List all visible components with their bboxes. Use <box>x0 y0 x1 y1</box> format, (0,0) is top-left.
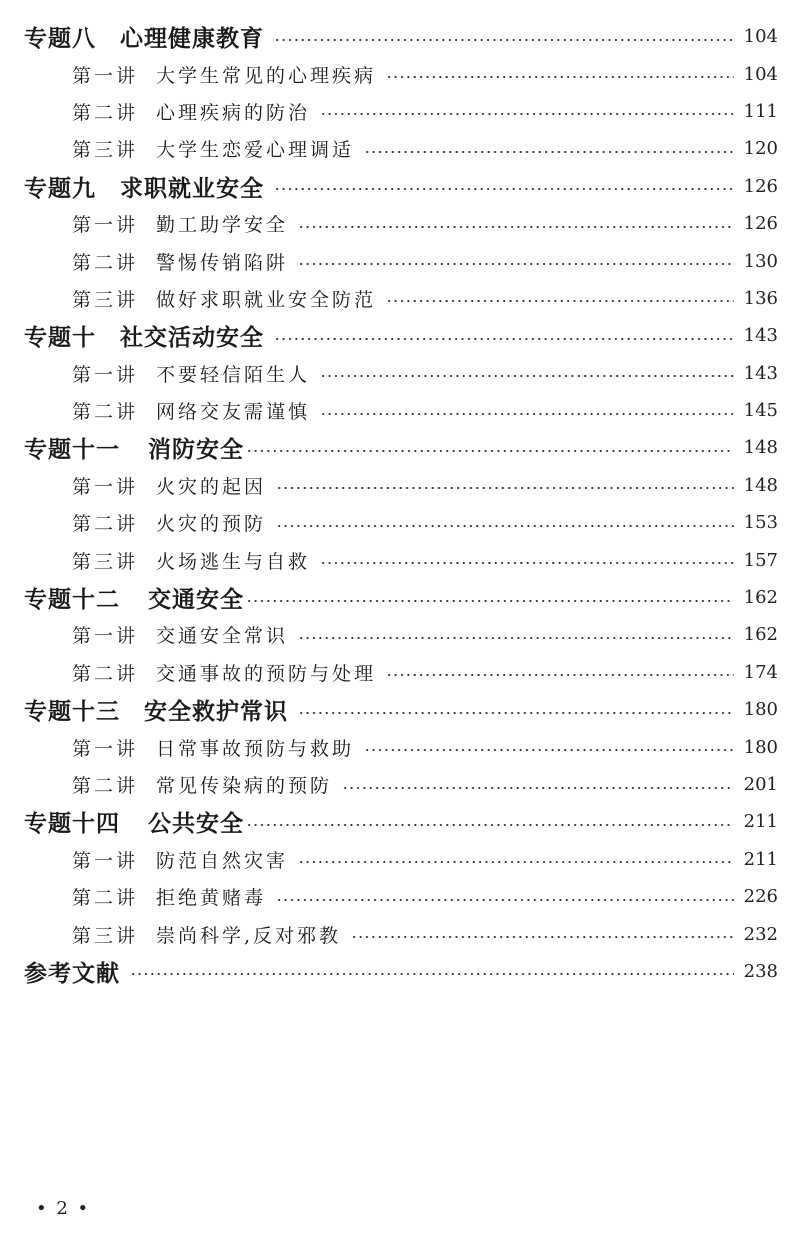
toc-page-number: 148 <box>743 474 778 496</box>
toc-page-number: 111 <box>743 100 778 122</box>
dot-leader <box>320 375 734 377</box>
dot-leader <box>386 300 734 302</box>
dot-leader <box>364 749 734 751</box>
toc-entry-label <box>72 210 288 237</box>
toc-page-number: 174 <box>743 661 778 683</box>
toc-entry-label <box>24 955 120 988</box>
toc-lecture-entry <box>0 728 800 765</box>
toc-page-number: 104 <box>743 26 778 48</box>
toc-page-number: 201 <box>743 774 778 795</box>
toc-entry-label <box>72 883 266 910</box>
lecture-title: 大学生恋爱心理调适 <box>156 139 355 162</box>
dot-leader <box>298 637 734 639</box>
lecture-title: 心理疾病的防治 <box>156 101 311 124</box>
dot-leader <box>386 674 734 676</box>
dot-leader <box>274 188 734 190</box>
toc-page-number: 148 <box>743 437 778 459</box>
lecture-number: 第二讲 <box>72 401 139 424</box>
toc-topic-entry <box>0 953 800 990</box>
lecture-number: 第二讲 <box>72 101 139 124</box>
toc-page-number: 126 <box>743 213 778 235</box>
lecture-number: 第三讲 <box>72 288 139 311</box>
toc-page-number: 211 <box>743 848 778 870</box>
toc-lecture-entry <box>0 878 800 915</box>
lecture-number: 第三讲 <box>72 924 139 947</box>
toc-entry-label <box>24 20 264 53</box>
page-number-footer: • 2 • <box>36 1198 91 1219</box>
toc-entry-label <box>72 621 288 648</box>
topic-number: 专题十四 <box>24 811 120 838</box>
topic-title: 心理健康教育 <box>120 26 264 53</box>
toc-entry-label <box>72 285 376 312</box>
lecture-title: 日常事故预防与救助 <box>156 737 355 760</box>
topic-number: 专题九 <box>24 175 96 202</box>
lecture-number: 第二讲 <box>72 775 139 797</box>
toc-page-number: 153 <box>743 512 778 534</box>
toc-lecture-entry <box>0 355 800 392</box>
toc-entry-label <box>72 61 376 88</box>
topic-title: 社交活动安全 <box>120 325 264 352</box>
toc-entry-label <box>72 771 332 798</box>
lecture-number: 第一讲 <box>72 475 139 498</box>
toc-lecture-entry <box>0 130 800 167</box>
lecture-title: 警惕传销陷阱 <box>156 251 289 274</box>
topic-title: 参考文献 <box>24 960 120 987</box>
dot-leader <box>246 450 734 452</box>
toc-entry-label <box>72 846 288 873</box>
dot-leader <box>246 824 734 826</box>
lecture-title: 火场逃生与自救 <box>156 550 311 573</box>
dot-leader <box>298 263 734 265</box>
lecture-title: 常见传染病的预防 <box>156 775 333 797</box>
dot-leader <box>320 562 734 564</box>
toc-page-number: 226 <box>743 886 778 908</box>
toc-page-number: 162 <box>743 587 778 609</box>
lecture-number: 第二讲 <box>72 513 139 536</box>
lecture-title: 交通事故的预防与处理 <box>156 662 377 685</box>
toc-entry-label <box>72 547 310 574</box>
dot-leader <box>274 338 734 340</box>
lecture-title: 不要轻信陌生人 <box>156 363 311 386</box>
toc-lecture-entry <box>0 280 800 317</box>
toc-entry-label <box>72 98 310 125</box>
toc-page-number: 130 <box>743 250 778 272</box>
toc-topic-entry <box>0 429 800 466</box>
toc-topic-entry <box>0 579 800 616</box>
toc-entry-label <box>72 248 288 275</box>
toc-entry-label <box>72 135 354 162</box>
lecture-title: 交通安全常识 <box>156 625 289 648</box>
topic-number: 专题十三 <box>24 699 120 726</box>
toc-entry-label <box>24 319 264 352</box>
lecture-number: 第二讲 <box>72 662 139 685</box>
toc-entry-label <box>72 509 266 536</box>
toc-page-number: 143 <box>743 362 778 384</box>
topic-title: 求职就业安全 <box>120 175 264 202</box>
toc-entry-label <box>72 734 354 761</box>
toc-entry-label <box>24 581 244 614</box>
toc-lecture-entry <box>0 654 800 691</box>
lecture-number: 第一讲 <box>72 849 139 872</box>
lecture-title: 网络交友需谨慎 <box>156 401 311 424</box>
dot-leader <box>130 973 734 975</box>
toc-lecture-entry <box>0 242 800 279</box>
lecture-title: 勤工助学安全 <box>156 214 289 237</box>
lecture-title: 大学生常见的心理疾病 <box>156 64 377 87</box>
lecture-number: 第一讲 <box>72 737 139 760</box>
toc-page-number: 157 <box>743 549 778 571</box>
toc-lecture-entry <box>0 205 800 242</box>
lecture-number: 第一讲 <box>72 64 139 87</box>
toc-lecture-entry <box>0 841 800 878</box>
lecture-number: 第一讲 <box>72 214 139 237</box>
dot-leader <box>246 600 734 602</box>
lecture-title: 防范自然灾害 <box>156 849 289 872</box>
lecture-title: 火灾的预防 <box>156 513 267 536</box>
toc-page-number: 180 <box>743 736 778 758</box>
toc-lecture-entry <box>0 541 800 578</box>
topic-number: 专题八 <box>24 26 96 53</box>
toc-page-number: 126 <box>743 175 778 197</box>
lecture-title: 火灾的起因 <box>156 475 267 498</box>
toc-entry-label <box>72 472 266 499</box>
dot-leader <box>386 76 734 78</box>
toc-lecture-entry <box>0 55 800 92</box>
topic-title: 消防安全 <box>148 437 244 464</box>
lecture-number: 第三讲 <box>72 550 139 573</box>
toc-lecture-entry <box>0 467 800 504</box>
lecture-title: 拒绝黄赌毒 <box>156 887 267 910</box>
dot-leader <box>298 712 734 714</box>
toc-page-number: 180 <box>743 699 778 721</box>
topic-title: 公共安全 <box>148 811 244 838</box>
topic-title: 交通安全 <box>148 587 244 614</box>
toc-entry-label <box>72 360 310 387</box>
toc-lecture-entry <box>0 392 800 429</box>
lecture-number: 第三讲 <box>72 139 139 162</box>
toc-lecture-entry <box>0 766 800 803</box>
lecture-number: 第一讲 <box>72 625 139 648</box>
toc-lecture-entry <box>0 504 800 541</box>
lecture-number: 第一讲 <box>72 363 139 386</box>
dot-leader <box>274 39 734 41</box>
toc-topic-entry <box>0 18 800 55</box>
toc-entry-label <box>24 693 288 726</box>
toc-lecture-entry <box>0 93 800 130</box>
topic-number: 专题十一 <box>24 437 120 464</box>
toc-entry-label <box>24 170 264 203</box>
toc-page-number: 211 <box>743 811 778 833</box>
topic-number: 专题十二 <box>24 587 120 614</box>
dot-leader <box>342 787 734 789</box>
dot-leader <box>298 861 734 863</box>
dot-leader <box>320 113 734 115</box>
lecture-number: 第二讲 <box>72 251 139 274</box>
table-of-contents <box>0 18 800 990</box>
toc-page-number: 238 <box>743 960 778 982</box>
toc-page-number: 104 <box>743 63 778 85</box>
toc-page-number: 232 <box>743 923 778 945</box>
dot-leader <box>276 525 734 527</box>
toc-topic-entry <box>0 168 800 205</box>
dot-leader <box>276 899 734 901</box>
toc-page-number: 136 <box>743 287 778 309</box>
toc-topic-entry <box>0 691 800 728</box>
topic-title: 安全救护常识 <box>144 699 288 726</box>
toc-page-number: 120 <box>743 138 778 160</box>
lecture-number: 第二讲 <box>72 887 139 910</box>
topic-number: 专题十 <box>24 325 96 352</box>
toc-page-number: 143 <box>743 325 778 347</box>
toc-topic-entry <box>0 317 800 354</box>
dot-leader <box>276 487 734 489</box>
dot-leader <box>320 413 734 415</box>
toc-entry-label <box>72 921 341 948</box>
dot-leader <box>351 936 734 938</box>
toc-entry-label <box>24 431 244 464</box>
lecture-title: 做好求职就业安全防范 <box>156 288 377 311</box>
toc-entry-label <box>72 659 376 686</box>
toc-page-number: 145 <box>743 400 778 422</box>
toc-topic-entry <box>0 803 800 840</box>
toc-lecture-entry <box>0 915 800 952</box>
dot-leader <box>364 151 734 153</box>
toc-entry-label <box>72 397 310 424</box>
toc-lecture-entry <box>0 616 800 653</box>
toc-entry-label <box>24 805 244 838</box>
toc-page-number: 162 <box>743 624 778 646</box>
dot-leader <box>298 226 734 228</box>
lecture-title: 崇尚科学,反对邪教 <box>156 924 342 947</box>
